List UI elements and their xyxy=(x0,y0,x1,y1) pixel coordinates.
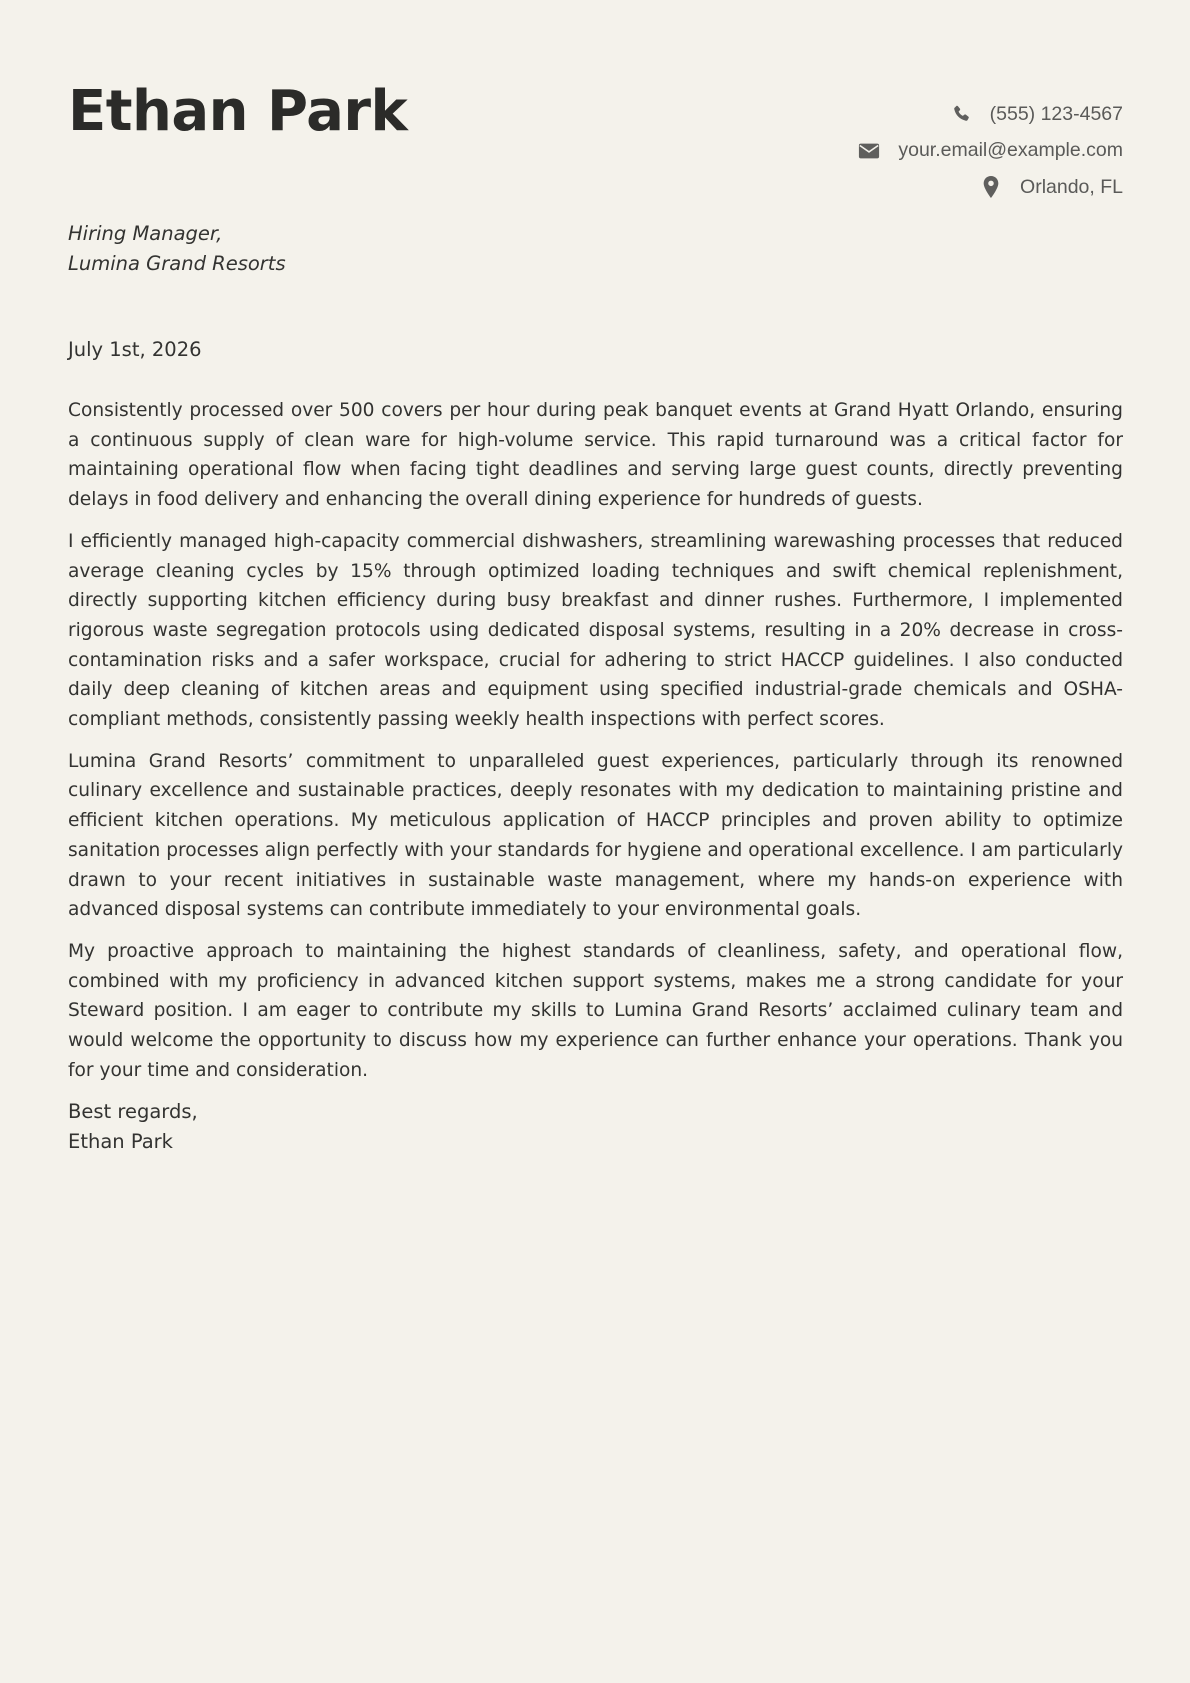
letter-body xyxy=(68,396,1123,1156)
body-paragraph: Consistently processed over 500 covers per hour during peak banquet events at Grand Hyatt Orlando, ensuring a continuous supply of clean ware for high-volume service. This rapid turnaround was a critical factor for maintaining operational flow when facing tight deadlines and serving large guest counts, directly preventing delays in food delivery and enhancing the overall dining experience for hundreds of guests. xyxy=(68,400,1123,511)
phone-number: (555) 123-4567 xyxy=(989,102,1123,125)
map-pin-icon xyxy=(980,176,1002,198)
contact-phone xyxy=(703,96,1123,133)
letter-date: July 1st, 2026 xyxy=(68,338,202,361)
contact-info xyxy=(703,96,1123,206)
recipient-title: Hiring Manager, xyxy=(68,222,223,245)
body-paragraph: I efficiently managed high-capacity commercial dishwashers, streamlining warewashing processes that reduced average cleaning cycles by 15% through optimized loading techniques and swift chemical replenishment, directly supporting kitchen efficiency during busy breakfast and dinner rushes. Furthermore, I implemented rigorous waste segregation protocols using dedicated disposal systems, resulting in a 20% decrease in cross-contamination risks and a safer workspace, crucial for adhering to strict HACCP guidelines. I also conducted daily deep cleaning of kitchen areas and equipment using specified industrial-grade chemicals and OSHA-compliant methods, consistently passing weekly health inspections with perfect scores. xyxy=(68,530,1123,731)
envelope-icon xyxy=(858,140,880,162)
closing-signature: Ethan Park xyxy=(68,1129,173,1153)
contact-email xyxy=(703,133,1123,170)
phone-icon xyxy=(950,103,972,125)
location-text: Orlando, FL xyxy=(1020,175,1123,198)
recipient-company: Lumina Grand Resorts xyxy=(68,251,286,275)
closing-block xyxy=(68,1097,1123,1156)
body-paragraph: Lumina Grand Resorts’ commitment to unparalleled guest experiences, particularly through its renowned culinary excellence and sustainable practices, deeply resonates with my dedication to maintaining pristine and efficient kitchen operations. My meticulous application of HACCP principles and proven ability to optimize sanitation processes align perfectly with your standards for hygiene and operational excellence. I am particularly drawn to your recent initiatives in sustainable waste management, where my hands-on experience with advanced disposal systems can contribute immediately to your environmental goals. xyxy=(68,750,1123,921)
contact-location xyxy=(703,169,1123,206)
recipient-block xyxy=(68,219,286,278)
email-address: your.email@example.com xyxy=(898,139,1123,162)
closing-salutation: Best regards, xyxy=(68,1100,198,1124)
body-paragraph: My proactive approach to maintaining the highest standards of cleanliness, safety, and operational flow, combined with my proficiency in advanced kitchen support systems, makes me a strong candidate for your Steward position. I am eager to contribute my skills to Lumina Grand Resorts’ acclaimed culinary team and would welcome the opportunity to discuss how my experience can further enhance your operations. Thank you for your time and consideration. xyxy=(68,940,1123,1081)
applicant-name: Ethan Park xyxy=(68,79,408,144)
